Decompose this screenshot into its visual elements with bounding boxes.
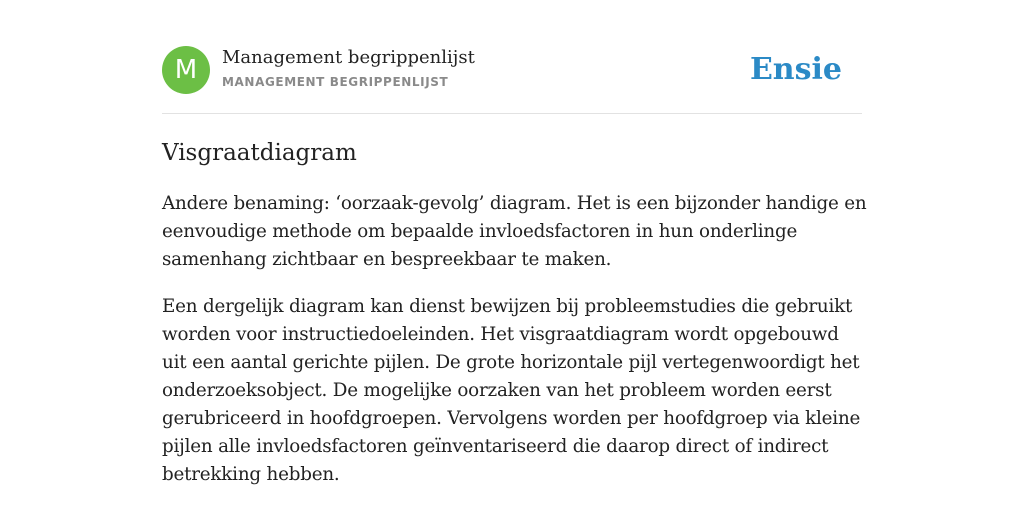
definition-paragraph: Andere benaming: ‘oorzaak-gevolg’ diagram. Het is een bijzonder handige en eenvoudige methode om bepaalde invloedsfactoren in hun onderlinge samenhang zichtbaar en bespreekbaar te maken. bbox=[162, 193, 867, 270]
definition-paragraph: Een dergelijk diagram kan dienst bewijzen bij probleemstudies die gebruikt worden voor instructiedoeleinden. Het visgraatdiagram wordt opgebouwd uit een aantal gerichte pijlen. De grote horizontale pijl vertegenwoordigt het onderzoeksobject. De mogelijke oorzaken van het probleem worden eerst gerubriceerd in hoofdgroepen. Vervolgens worden per hoofdgroep via kleine pijlen alle invloedsfactoren geïnventariseerd die daarop direct of indirect betrekking hebben. bbox=[162, 296, 861, 485]
source-title[interactable]: Management begrippenlijst bbox=[222, 47, 475, 68]
source-avatar[interactable]: M bbox=[162, 46, 210, 94]
header-divider bbox=[162, 113, 862, 114]
source-subtitle[interactable]: MANAGEMENT BEGRIPPENLIJST bbox=[222, 75, 449, 89]
entry-term: Visgraatdiagram bbox=[162, 140, 357, 166]
brand-logo[interactable]: Ensie bbox=[749, 52, 842, 87]
entry-definition bbox=[162, 190, 867, 508]
entry-header bbox=[162, 46, 862, 96]
